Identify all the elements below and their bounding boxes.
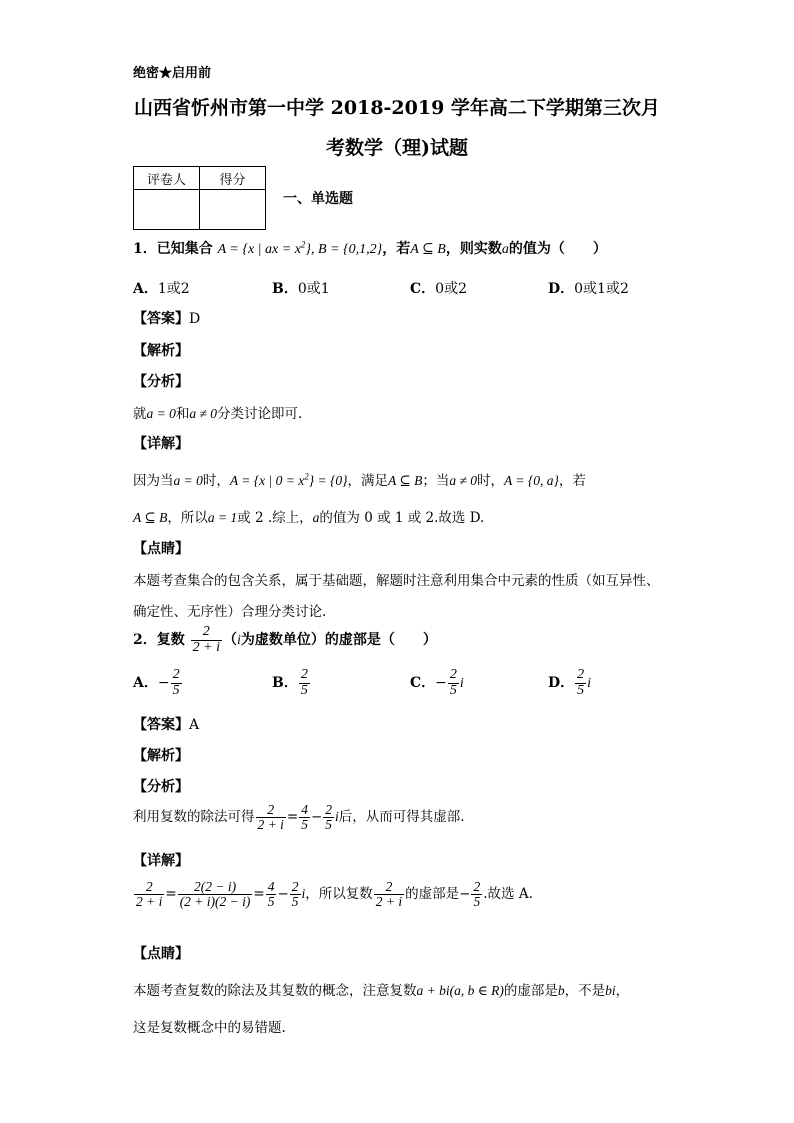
q2-an-frac1	[256, 803, 286, 832]
q2-c-p3: ，不是	[564, 983, 606, 999]
q1-d-l1-p3: ，满足	[347, 473, 389, 489]
q1-d-l1-p5: 时，	[477, 473, 504, 489]
q2-an-frac2	[299, 803, 310, 832]
q2-d-f2-num: 2(2 − i)	[178, 880, 253, 895]
q1-option-b-letter: B．	[272, 281, 298, 297]
q1-text-c: ，则实数	[445, 241, 502, 257]
q2-option-b-letter: B．	[272, 675, 298, 692]
q2-text-a: 复数	[156, 632, 185, 649]
q2-c-m3: bi	[605, 983, 616, 998]
q2-d-eq1: =	[165, 886, 177, 903]
q1-d-l2-p3: 的值为 0 或 1 或 2.故选 D.	[319, 510, 485, 526]
q2-an-f1-den: 2 + i	[257, 817, 284, 833]
q2-an-f3-num: 2	[325, 802, 332, 817]
q2-an-f1-num: 2	[256, 803, 286, 818]
q1-an-p1: 就	[133, 406, 147, 422]
q2-option-b-den: 5	[300, 682, 308, 698]
q1-d-l1-p1: 因为当	[133, 473, 174, 489]
q2-d-f6-den: 5	[473, 894, 481, 910]
q2-option-d-num: 2	[577, 667, 585, 682]
q2-text-b: （	[222, 632, 237, 649]
q1-option-d-text: 0或1或2	[574, 281, 629, 297]
title-line-1: 山西省忻州市第一中学 2018-2019 学年高二下学期第三次月	[134, 97, 660, 119]
q2-fenxi-label: 【分析】	[133, 779, 189, 795]
q2-d-i: i	[301, 886, 306, 902]
q1-comment-line-1: 本题考查集合的包含关系，属于基础题，解题时注意利用集合中元素的性质（如互异性、	[133, 573, 660, 589]
q2-comment-label: 【点睛】	[133, 946, 189, 962]
q2-d-f1-den: 2 + i	[136, 894, 163, 910]
q2-option-d	[548, 668, 591, 698]
q1-comment-label: 【点睛】	[133, 541, 189, 557]
q2-d-eq2: =	[253, 886, 265, 903]
q2-option-d-den: 5	[577, 682, 585, 698]
q2-option-c-letter: C．	[410, 675, 436, 692]
q2-text-c: 为虚数单位）的虚部是（ ）	[240, 632, 437, 649]
q2-stem-fraction	[191, 625, 222, 655]
q2-d-frac6	[471, 880, 482, 909]
q2-answer	[133, 714, 199, 734]
q2-var-i: i	[236, 633, 241, 649]
q1-stem	[133, 238, 607, 258]
q2-d-f1-num: 2	[134, 880, 164, 895]
q1-text-b: ，若	[382, 241, 411, 257]
q2-comment-line-2: 这是复数概念中的易错题.	[133, 1020, 286, 1036]
q1-text-a: 已知集合	[156, 241, 213, 257]
q2-stem	[133, 625, 437, 655]
q2-d-f2-den: (2 + i)(2 − i)	[179, 894, 251, 910]
q1-d-l1-m2: A = {x | $0 = x^2\} = \{0\}$	[229, 471, 348, 488]
q1-d-l1-m2-body: A = {x | 0 = x	[229, 473, 305, 488]
q2-option-c-den: 5	[449, 682, 457, 698]
section-title: 一、单选题	[283, 191, 353, 207]
q1-d-l1-m1: a = 0	[173, 473, 203, 488]
q1-detail-label: 【详解】	[133, 436, 189, 452]
q1-comment-line-2: 确定性、无序性）合理分类讨论.	[133, 604, 327, 620]
q2-an-f3-den: 5	[325, 817, 332, 833]
q1-option-c-text: 0或2	[435, 281, 467, 297]
q1-d-l2-m3: a	[312, 510, 320, 525]
q2-an-eq: =	[286, 809, 299, 826]
q1-answer-label: 【答案】	[133, 311, 189, 327]
q1-set-a-body: A = {x | ax = x	[217, 242, 301, 257]
q2-d-p3: .故选 A.	[483, 886, 533, 903]
q2-c-p4: ，	[615, 983, 630, 999]
q2-d-frac1	[134, 880, 164, 909]
q2-option-c	[410, 668, 464, 698]
q2-answer-label: 【答案】	[133, 717, 189, 733]
q1-an-m1: a = 0	[146, 406, 176, 421]
q1-option-c-letter: C．	[410, 281, 436, 297]
q1-fenxi-label: 【分析】	[133, 374, 189, 390]
q2-an-p2: 后，从而可得其虚部.	[338, 809, 465, 826]
q2-d-frac5	[374, 880, 404, 909]
q1-set-a: A = {x | ax = $x^2$}	[217, 239, 312, 257]
q2-an-i: i	[335, 809, 339, 825]
q2-option-c-num: 2	[449, 667, 457, 682]
q2-option-c-suffix: i	[459, 676, 464, 692]
q2-option-a-num: 2	[172, 667, 180, 682]
q1-d-l1-p2: 时，	[202, 473, 230, 489]
q2-d-f3-num: 4	[267, 879, 275, 894]
q2-option-a-fraction	[171, 668, 182, 698]
q2-d-frac4	[290, 880, 301, 909]
q2-option-a-den: 5	[172, 682, 180, 698]
q2-option-c-sign: −	[435, 675, 447, 692]
q2-stem-frac-den: 2 + i	[192, 639, 220, 655]
grader-cell-reviewer	[134, 190, 200, 230]
q2-d-f5-den: 2 + i	[375, 894, 403, 910]
q1-answer-value: D	[189, 311, 201, 327]
q2-option-a-sign: −	[157, 675, 170, 692]
q2-an-minus: −	[310, 809, 323, 826]
q1-option-b-text: 0或1	[297, 281, 330, 297]
q1-analysis-text	[133, 402, 302, 422]
q2-c-p1: 本题考查复数的除法及其复数的概念，注意复数	[133, 983, 417, 999]
q2-option-d-letter: D．	[548, 675, 575, 692]
q1-d-l2-m1: A ⊆ B	[133, 510, 168, 525]
q2-option-b-fraction	[299, 668, 310, 698]
q1-option-d	[548, 278, 629, 298]
q1-option-d-letter: D．	[548, 281, 575, 297]
q2-analysis-text	[133, 803, 465, 832]
q2-d-frac3	[266, 880, 277, 909]
q1-set-a-end: }	[305, 242, 312, 257]
q2-d-f4-num: 2	[291, 879, 299, 894]
q2-option-a	[133, 668, 183, 698]
q2-an-frac3	[323, 803, 334, 832]
q1-option-a	[133, 278, 190, 298]
q1-d-l2-p1: ，所以	[167, 510, 208, 526]
q2-d-f3-den: 5	[267, 894, 275, 910]
q2-option-c-fraction	[448, 668, 459, 698]
q2-an-p1: 利用复数的除法可得	[133, 809, 255, 826]
q2-c-m1: a + bi(a, b ∈ R)	[416, 983, 504, 998]
q1-d-l1-m2-end: } = {0}	[308, 473, 348, 488]
grader-col-reviewer: 评卷人	[134, 167, 200, 190]
q2-d-minus: −	[277, 886, 289, 903]
q1-option-a-text: 1或2	[157, 281, 190, 297]
q2-d-p2: 的虚部是	[405, 886, 460, 903]
q2-c-p2: 的虚部是	[503, 983, 558, 999]
q2-comment-line-1	[133, 979, 629, 999]
q1-an-m2: a ≠ 0	[189, 406, 218, 421]
grader-table	[133, 166, 266, 230]
q1-d-l1-p4: ；当	[422, 473, 450, 489]
q1-d-l1-m5: A = {0, a}	[504, 473, 559, 488]
q2-option-a-letter: A．	[133, 675, 158, 692]
q1-detail-line-1	[133, 469, 586, 489]
q1-cond: A ⊆ B	[410, 242, 446, 257]
q1-option-b	[272, 278, 330, 298]
q2-option-d-suffix: i	[587, 676, 592, 692]
q1-option-c	[410, 278, 467, 298]
q2-d-f4-den: 5	[291, 894, 299, 910]
q2-an-f2-den: 5	[301, 817, 308, 833]
q1-an-p3: 分类讨论即可.	[217, 406, 303, 422]
q2-d-f6-num: 2	[473, 879, 481, 894]
q1-number: 1．	[133, 241, 157, 257]
q1-answer	[133, 308, 200, 328]
secret-mark: 绝密★启用前	[133, 66, 212, 81]
q2-number: 2．	[133, 632, 157, 649]
q1-d-l2-p2: 或 2 .综上，	[237, 510, 313, 526]
q2-answer-value: A	[189, 717, 200, 733]
q2-detail-line	[133, 880, 533, 909]
q2-d-p1: ，所以复数	[305, 886, 373, 903]
q2-d-minus2: −	[459, 886, 471, 903]
grader-col-score: 得分	[200, 167, 266, 190]
q1-text-d: 的值为（ ）	[508, 241, 607, 257]
title-line-2: 考数学（理)试题	[326, 137, 468, 159]
q1-d-l2-m2: a = 1	[207, 510, 238, 525]
q1-option-a-letter: A．	[133, 281, 158, 297]
q2-c-m2: b	[557, 983, 565, 998]
q1-d-l1-m3: A ⊆ B	[388, 473, 423, 488]
q2-an-f2-num: 4	[301, 802, 308, 817]
grader-cell-score	[200, 190, 266, 230]
q1-set-b: , B = {0,1,2}	[311, 242, 383, 257]
q1-var-a: a	[501, 242, 509, 257]
q2-analysis-label: 【解析】	[133, 748, 189, 764]
q2-detail-label: 【详解】	[133, 853, 189, 869]
q1-d-l1-m4: a ≠ 0	[449, 473, 477, 488]
q2-stem-frac-num: 2	[191, 625, 222, 641]
q2-option-b-num: 2	[300, 667, 308, 682]
q1-detail-line-2	[133, 506, 484, 526]
q2-d-f5-num: 2	[374, 880, 404, 895]
q1-an-p2: 和	[175, 406, 190, 422]
q1-d-l1-p6: ，若	[558, 473, 586, 489]
q2-option-b	[272, 668, 311, 698]
q1-analysis-label: 【解析】	[133, 343, 189, 359]
q2-option-d-fraction	[575, 668, 586, 698]
q2-d-frac2	[178, 880, 253, 909]
